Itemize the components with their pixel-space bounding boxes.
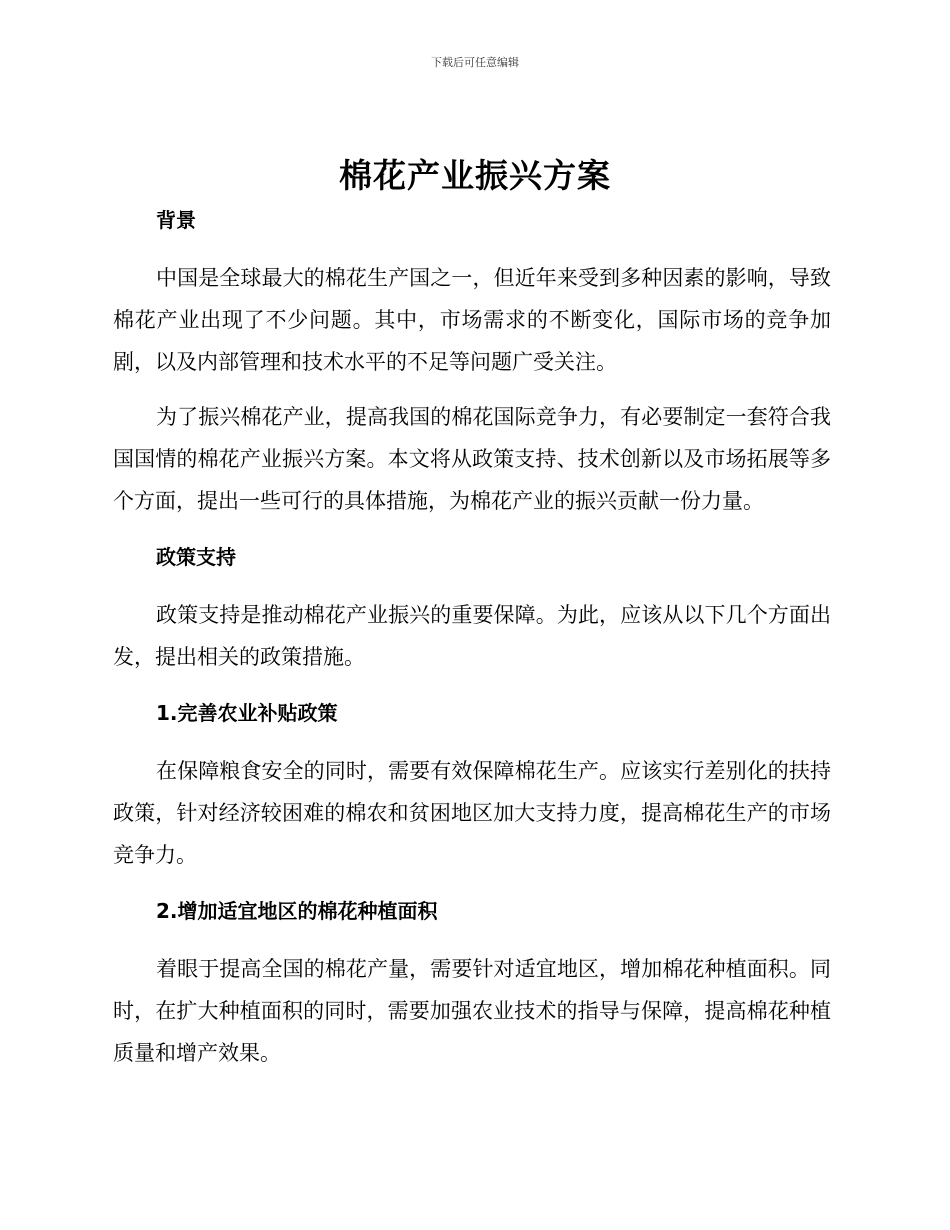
paragraph-background-1: 中国是全球最大的棉花生产国之一，但近年来受到多种因素的影响，导致棉花产业出现了不少问题。其中，市场需求的不断变化，国际市场的竞争加剧，以及内部管理和技术水平的不足等问题广受关注。 <box>113 266 831 374</box>
section-heading-policy: 政策支持 <box>156 545 236 569</box>
paragraph-subsidy: 在保障粮食安全的同时，需要有效保障棉花生产。应该实行差别化的扶持政策，针对经济较困难的棉农和贫困地区加大支持力度，提高棉花生产的市场竞争力。 <box>113 759 831 867</box>
paragraph-planting: 着眼于提高全国的棉花产量，需要针对适宜地区，增加棉花种植面积。同时，在扩大种植面积的同时，需要加强农业技术的指导与保障，提高棉花种植质量和增产效果。 <box>113 957 831 1065</box>
document-title: 棉花产业振兴方案 <box>339 156 611 195</box>
paragraph-policy: 政策支持是推动棉花产业振兴的重要保障。为此，应该从以下几个方面出发，提出相关的政策措施。 <box>113 603 831 669</box>
header-note: 下载后可任意编辑 <box>431 56 519 69</box>
section-heading-subsidy: 1.完善农业补贴政策 <box>156 701 338 725</box>
section-heading-background: 背景 <box>156 208 196 232</box>
section-heading-planting: 2.增加适宜地区的棉花种植面积 <box>156 899 438 923</box>
paragraph-background-2: 为了振兴棉花产业，提高我国的棉花国际竞争力，有必要制定一套符合我国国情的棉花产业振兴方案。本文将从政策支持、技术创新以及市场拓展等多个方面，提出一些可行的具体措施，为棉花产业的振兴贡献一份力量。 <box>113 405 831 513</box>
document-body <box>113 205 831 1074</box>
